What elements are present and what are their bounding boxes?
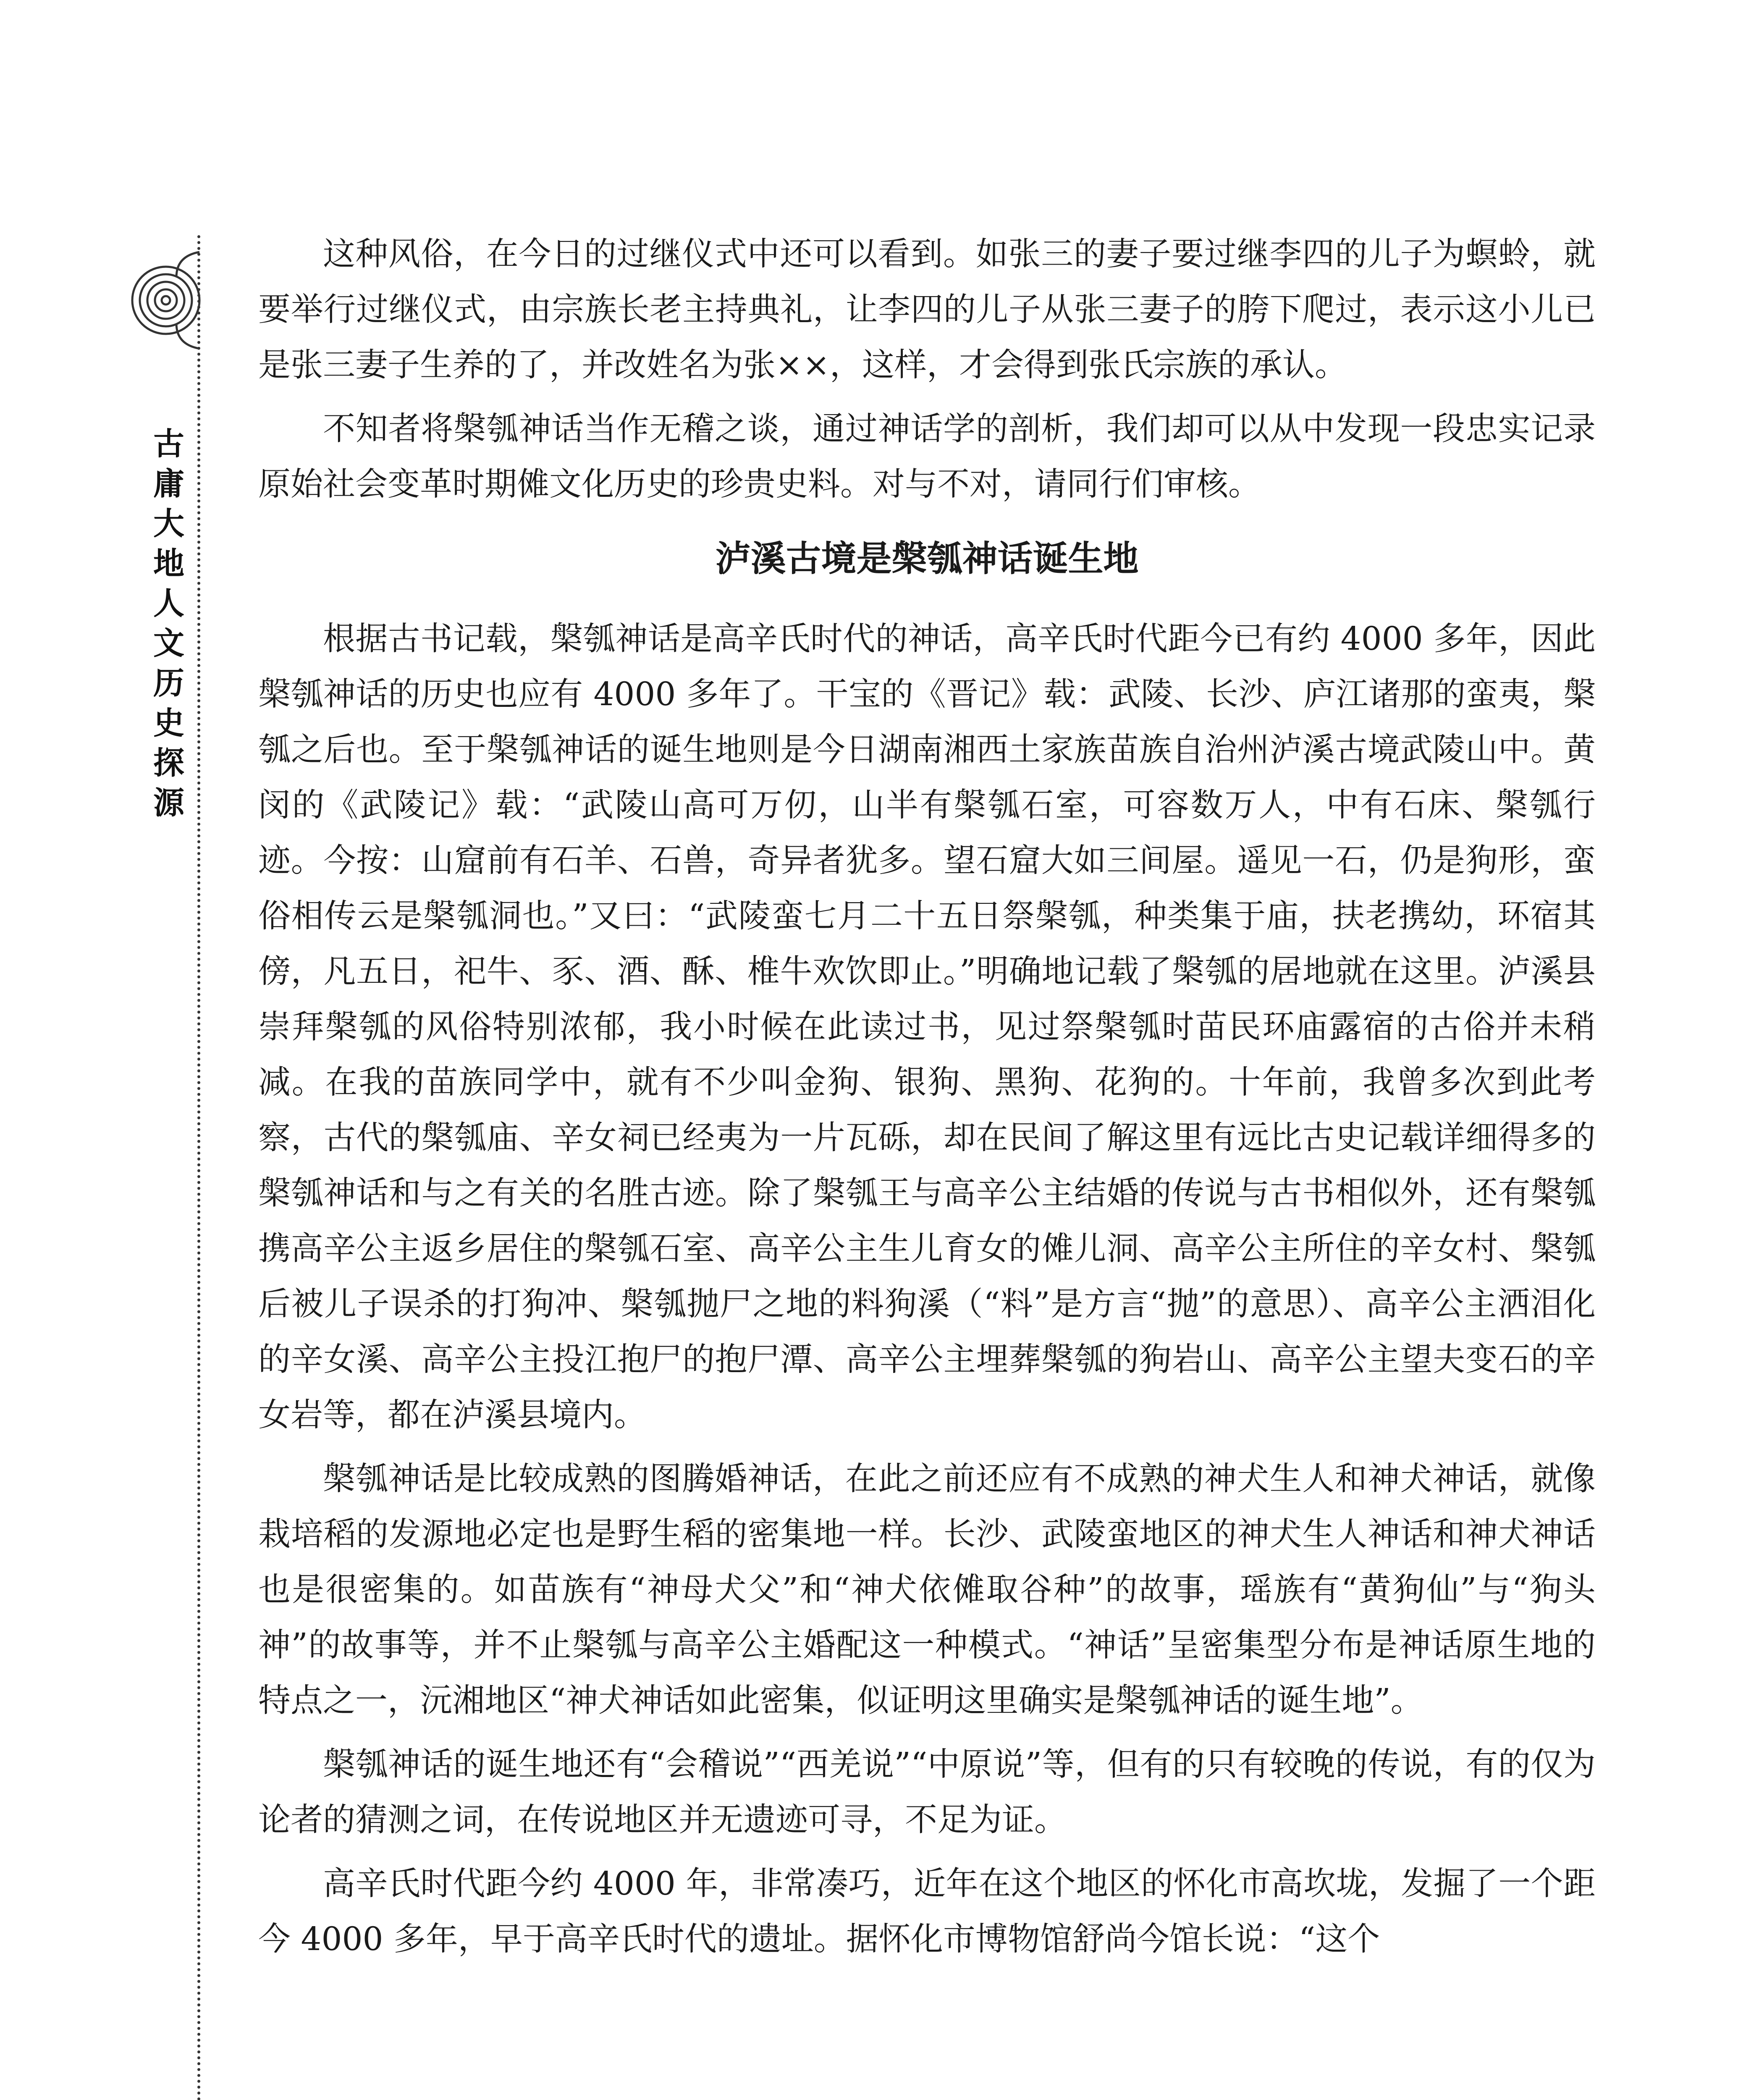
paragraph: 根据古书记载，槃瓠神话是高辛氏时代的神话，高辛氏时代距今已有约 4000 多年，因此槃瓠神话的历史也应有 4000 多年了。干宝的《晋记》载：武陵、长沙、庐江诸那的蛮夷，槃瓠之后也。至于槃瓠神话的诞生地则是今日湖南湘西土家族苗族自治州泸溪古境武陵山中。黄闵的《武陵记》载：“武陵山高可万仞，山半有槃瓠石室，可容数万人，中有石床、槃瓠行迹。今按：山窟前有石羊、石兽，奇异者犹多。望石窟大如三间屋。遥见一石，仍是狗形，蛮俗相传云是槃瓠洞也。”又曰：“武陵蛮七月二十五日祭槃瓠，种类集于庙，扶老携幼，环宿其傍，凡五日，祀牛、豕、酒、酥、椎牛欢饮即止。”明确地记载了槃瓠的居地就在这里。泸溪县崇拜槃瓠的风俗特别浓郁，我小时候在此读过书，见过祭槃瓠时苗民环庙露宿的古俗并未稍减。在我的苗族同学中，就有不少叫金狗、银狗、黑狗、花狗的。十年前，我曾多次到此考察，古代的槃瓠庙、辛女祠已经夷为一片瓦砾，却在民间了解这里有远比古史记载详细得多的槃瓠神话和与之有关的名胜古迹。除了槃瓠王与高辛公主结婚的传说与古书相似外，还有槃瓠携高辛公主返乡居住的槃瓠石室、高辛公主生儿育女的傩儿洞、高辛公主所住的辛女村、槃瓠后被儿子误杀的打狗冲、槃瓠抛尸之地的料狗溪（“料”是方言“抛”的意思）、高辛公主洒泪化的辛女溪、高辛公主投江抱尸的抱尸潭、高辛公主埋葬槃瓠的狗岩山、高辛公主望夫变石的辛女岩等，都在泸溪县境内。	[258, 620, 1596, 1434]
paragraph: 槃瓠神话是比较成熟的图腾婚神话，在此之前还应有不成熟的神犬生人和神犬神话，就像栽培稻的发源地必定也是野生稻的密集地一样。长沙、武陵蛮地区的神犬生人神话和神犬神话也是很密集的。如苗族有“神母犬父”和“神犬依傩取谷种”的故事，瑶族有“黄狗仙”与“狗头神”的故事等，并不止槃瓠与高辛公主婚配这一种模式。“神话”呈密集型分布是神话原生地的特点之一，沅湘地区“神犬神话如此密集，似证明这里确实是槃瓠神话的诞生地”。	[258, 1460, 1596, 1719]
series-title-char: 人	[153, 585, 184, 622]
series-title-vertical	[148, 424, 190, 823]
paragraph: 高辛氏时代距今约 4000 年，非常凑巧，近年在这个地区的怀化市高坎垅，发掘了一个距今 4000 多年，早于高辛氏时代的遗址。据怀化市博物馆舒尚今馆长说：“这个	[258, 1865, 1596, 1958]
series-title-char: 文	[153, 625, 184, 662]
series-title-char: 探	[153, 745, 184, 781]
series-title-char: 源	[153, 785, 184, 821]
series-title-char: 庸	[153, 466, 184, 502]
paragraph: 不知者将槃瓠神话当作无稽之谈，通过神话学的剖析，我们却可以从中发现一段忠实记录原始社会变革时期傩文化历史的珍贵史料。对与不对，请同行们审核。	[258, 410, 1596, 503]
series-title-char: 地	[153, 546, 184, 582]
cloud-ornament-icon	[126, 244, 206, 357]
section-heading: 泸溪古境是槃瓠神话诞生地	[715, 538, 1139, 579]
article-body	[258, 227, 1596, 1976]
series-title-char: 历	[153, 665, 184, 701]
series-title-char: 古	[153, 426, 184, 462]
paragraph: 槃瓠神话的诞生地还有“会稽说”“西羌说”“中原说”等，但有的只有较晚的传说，有的仅为论者的猜测之词，在传说地区并无遗迹可寻，不足为证。	[258, 1746, 1596, 1839]
series-title-char: 大	[153, 506, 184, 542]
margin-dotted-rule	[197, 235, 200, 2100]
series-title-char: 史	[153, 705, 184, 741]
paragraph: 这种风俗，在今日的过继仪式中还可以看到。如张三的妻子要过继李四的儿子为螟蛉，就要举行过继仪式，由宗族长老主持典礼，让李四的儿子从张三妻子的胯下爬过，表示这小儿已是张三妻子生养的了，并改姓名为张××，这样，才会得到张氏宗族的承认。	[258, 236, 1596, 384]
